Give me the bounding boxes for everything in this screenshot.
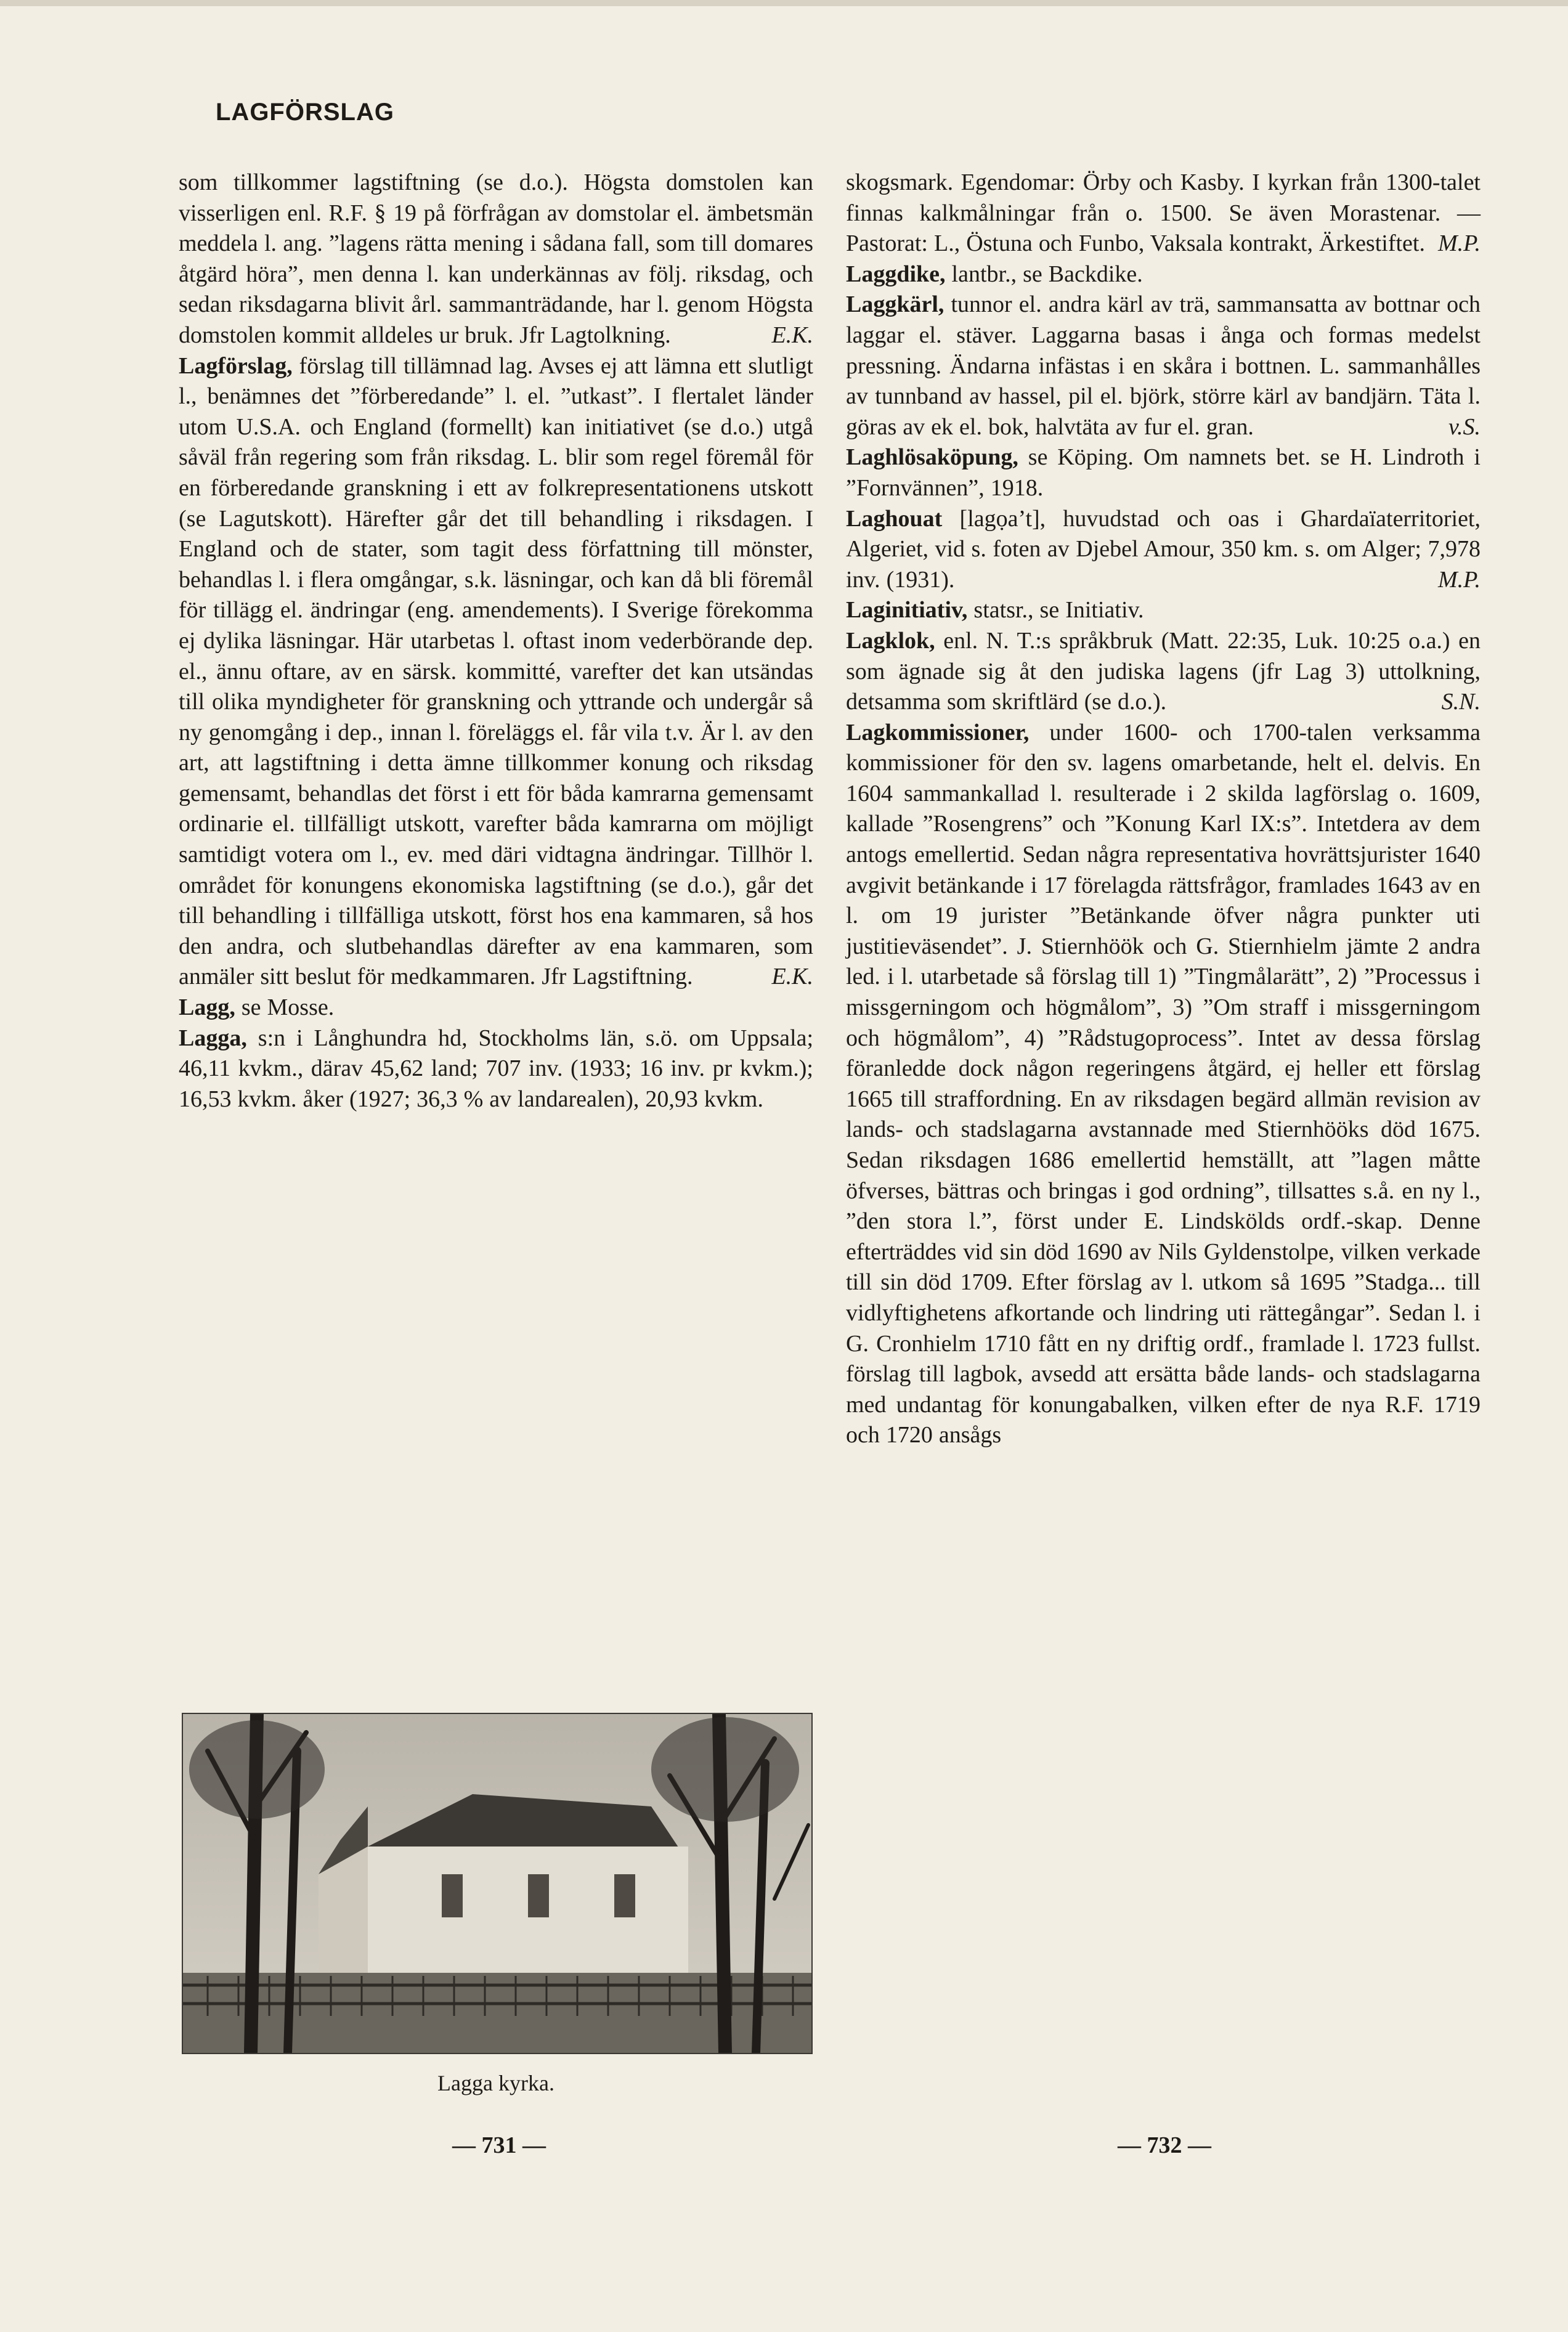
entry-text: s:n i Långhundra hd, Stockholms län, s.ö. om Uppsala; 46,11 kvkm., därav 45,62 land; 707 inv. (1933; 16 inv. pr kvkm.); 16,53 kvkm. åker (1927; 36,3 % av landarealen), 20,93 kvkm. [179,1025,813,1112]
entry-text: enl. N. T.:s språkbruk (Matt. 22:35, Luk. 10:25 o.a.) en som ägnade sig åt den judiska lagens (jfr Lag 3) uttolkning, detsamma som skriftlärd (se d.o.). [846,627,1481,715]
entry-text: tunnor el. andra kärl av trä, sammansatta av bottnar och laggar el. stäver. Laggarna basas i ånga och formas medelst pressning. Ändarna infästas i en skåra i bottnen. L. sammanhålles av tunnband av hassel, pil el. björk, större kärl av bandjärn. Täta l. göras av ek el. bok, halvtäta av fur el. gran. [846,291,1481,440]
author-signature: E.K. [771,964,813,990]
church-photo-illustration [183,1714,811,2053]
right-entry [846,595,1481,626]
left-entry [179,993,813,1023]
entry-text: skogsmark. Egendomar: Örby och Kasby. I kyrkan från 1300-talet finnas kalkmålningar från o. 1500. Se även Morastenar. — Pastorat: L., Östuna och Funbo, Vaksala kontrakt, Ärkestiftet. [846,169,1481,257]
headword: Lagklok, [846,627,935,654]
author-signature: M.P. [1438,230,1481,257]
entry-text: statsr., se Initiativ. [967,597,1144,624]
entry-text: som tillkommer lagstiftning (se d.o.). Högsta domstolen kan visserligen enl. R.F. § 19 på förfrågan av domstolar el. ämbetsmän meddela l. ang. ”lagens rätta mening i sådana fall, som till domares åtgärd höra”, men denna l. kan underkännas av följ. riksdag, och sedan riksdagarna blivit årl. sammanträdande, har l. genom Högsta domstolen kommit alldeles ur bruk. Jfr Lagtolkning. [179,169,813,348]
right-entry [846,504,1481,596]
headword: Lagkommissioner, [846,719,1030,746]
left-column [179,168,813,1115]
right-entry [846,259,1481,290]
right-entry [846,290,1481,442]
headword: Laginitiativ, [846,597,968,624]
left-entry [179,351,813,993]
headword: Lagga, [179,1025,247,1051]
church-photo [182,1713,813,2054]
headword: Laghouat [846,505,943,532]
author-signature: E.K. [771,322,813,348]
photo-caption: Lagga kyrka. [437,2071,554,2095]
right-entry [846,442,1481,503]
page-number-left: — 731 — [452,2132,546,2158]
page-number-right: — 732 — [1118,2132,1211,2158]
entry-text: se Köping. Om namnets bet. se H. Lindroth i ”Fornvännen”, 1918. [846,444,1481,501]
headword: Laghlösaköpung, [846,444,1018,471]
headword: Lagg, [179,994,235,1021]
top-rule [0,0,1568,6]
right-column [846,168,1481,1451]
left-entry [179,1023,813,1115]
entry-text: se Mosse. [235,994,335,1021]
entry-text: [lagọa’t], huvudstad och oas i Ghardaïaterritoriet, Algeriet, vid s. foten av Djebel Amour, 350 km. s. om Alger; 7,978 inv. (1931). [846,505,1481,593]
author-signature: S.N. [1441,689,1481,715]
entry-text: lantbr., se Backdike. [945,261,1143,287]
author-signature: v.S. [1448,413,1481,440]
headword: Lagförslag, [179,352,293,379]
entry-text: under 1600- och 1700-talen verksamma kommissioner för den sv. lagens omarbetande, helt el. delvis. En 1604 sammankallad l. resulterade i 2 skilda lagförslag o. 1609, kallade ”Rosengrens” och ”Konung Karl IX:s”. Intetdera av dem antogs emellertid. Sedan några representativa hovrättsjurister 1640 avgivit betänkande i 17 förelagda rättsfrågor, framlades 1643 av en l. om 19 jurister ”Betänkande öfver några punkter uti justitieväsendet”. J. Stiernhöök och G. Stiernhielm jämte 2 andra led. i l. utarbetade så förslag till 1) ”Tingmålarätt”, 2) ”Processus i missgerningom och högmålom”, 3) ”Om straff i missgerningom och högmålom”, 4) ”Rådstugoprocess”. Intet av dessa förslag föranledde dock någon regeringens åtgärd, ej heller ett förslag 1665 till straffordning. En av riksdagen begärd allmän revision av lands- och stadslagarna avstannade med Stiernhööks död 1675. Sedan riksdagen 1686 emellertid hemställt, att ”lagen måtte öfverses, bättras och bringas i god ordning”, tillsattes s.å. en ny l., ”den stora l.”, först under E. Lindskölds ordf.-skap. Denne efterträddes vid sin död 1690 av Nils Gyldenstolpe, vilken verkade till sin död 1709. Efter förslag av l. utkom så 1695 ”Stadga... till vidlyftighetens afkortande och lindring uti rättegångar”. Sedan l. i G. Cronhielm 1710 fått en ny driftig ordf., framlade l. 1723 fullst. förslag till lagbok, avsedd att ersätta både lands- och stadslagarna med undantag för konungabalken, vilken efter de nya R.F. 1719 och 1720 ansågs [846,719,1481,1448]
right-entry [846,168,1481,259]
entry-text: förslag till tillämnad lag. Avses ej att lämna ett slutligt l., benämnes det ”förberedande” l. el. ”utkast”. I flertalet länder utom U.S.A. och England (formellt) kan initiativet (se d.o.) utgå såväl från regering som från riksdag. L. blir som regel föremål för en förberedande granskning i ett av folkrepresentationens utskott (se Lagutskott). Härefter går det till behandling i riksdagen. I England och de stater, som tagit dess författning till mönster, behandlas l. i flera omgångar, s.k. läsningar, och kan då bli föremål för tillägg el. ändringar (eng. amendements). I Sverige förekomma ej dylika läsningar. Här utarbetas l. oftast inom vederbörande dep. el., ännu oftare, av en särsk. kommitté, varefter det kan utsändas till olika myndigheter för granskning och yttrande och undergår så ny genomgång i dep., innan l. föreläggs el. får vila t.v. Är l. av den art, att lagstiftning i detta ämne tillkommer konung och riksdag gemensamt, behandlas det först i ett för båda kamrarna gemensamt ordinarie el. tillfälligt utskott, varefter båda kamrarna om möjligt samtidigt votera om l., ev. med däri vidtagna ändringar. Tillhör l. området för konungens ekonomiska lagstiftning (se d.o.), går det till behandling i tillfälliga utskott, först hos ena kammaren, så hos den andra, och slutbehandlas därefter av ena kammaren, som anmäler sitt beslut för medkammaren. Jfr Lagstiftning. [179,352,813,990]
author-signature: M.P. [1438,566,1481,593]
headword: Laggdike, [846,261,946,287]
right-entry [846,626,1481,718]
right-entry [846,718,1481,1451]
left-entry [179,168,813,351]
running-head: LAGFÖRSLAG [216,99,394,126]
headword: Laggkärl, [846,291,944,318]
